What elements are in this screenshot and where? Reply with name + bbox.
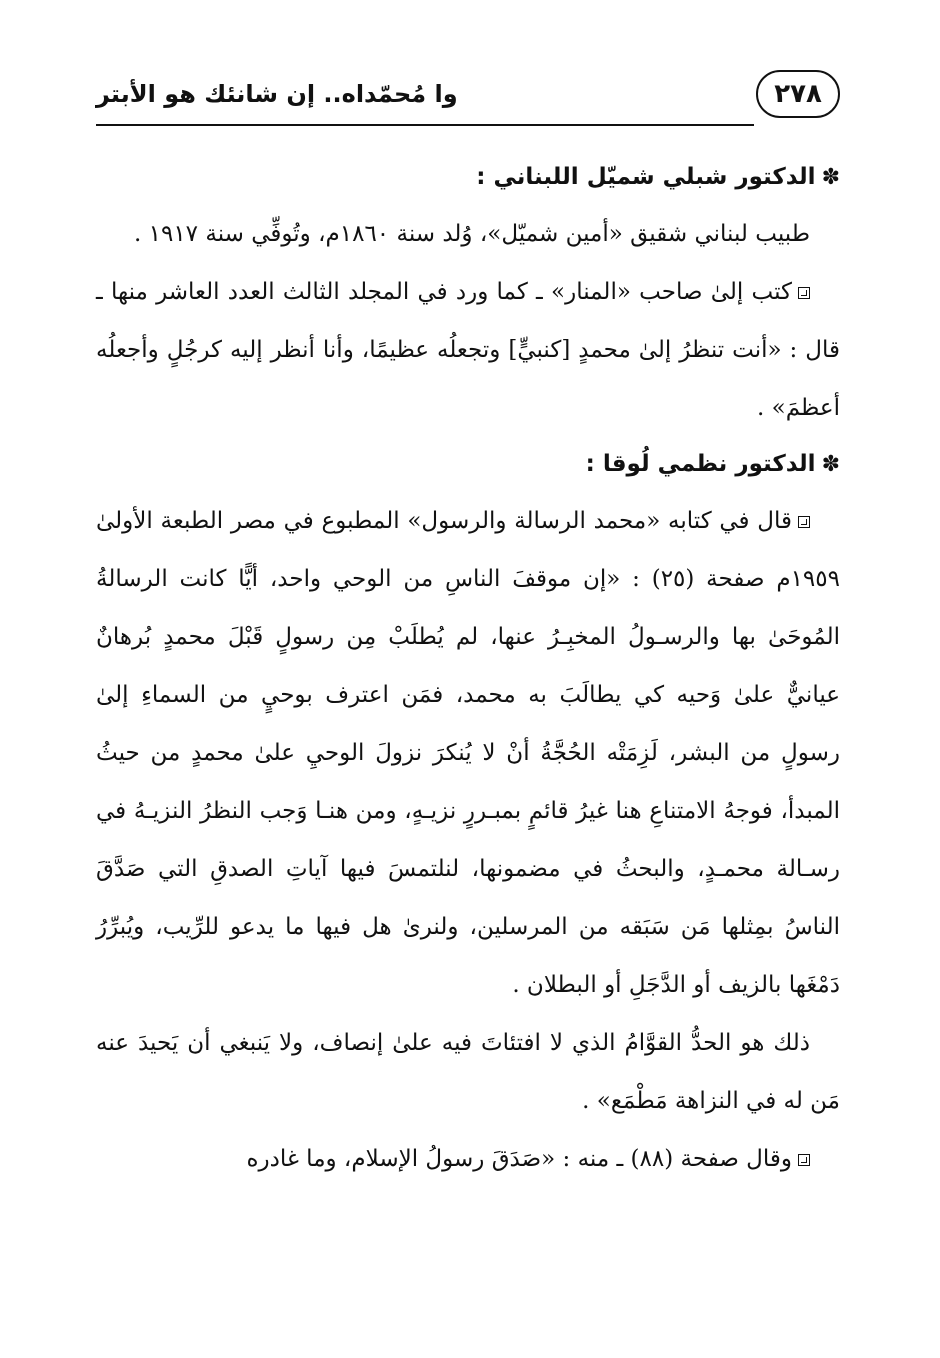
star-bullet-icon: ✽ <box>821 165 840 190</box>
page-number: ٢٧٨ <box>756 70 840 118</box>
paragraph-continuation: ذلك هو الحدُّ القوَّامُ الذي لا افتئاتَ فيه علىٰ إنصاف، ولا يَنبغي أن يَحيدَ عنه مَن له في النزاهة مَطْمَع» . <box>96 1030 840 1114</box>
heading-text: الدكتور نظمي لُوقا : <box>585 451 816 477</box>
paragraph-quote-shibli <box>96 263 840 437</box>
page-content <box>96 150 840 1188</box>
heading-text: الدكتور شبلي شميّل اللبناني : <box>476 164 816 190</box>
quote-text: وقال صفحة (٨٨) ـ منه : «صَدَقَ رسولُ الإسلام، وما غادره <box>246 1146 792 1172</box>
checkbox-marker-icon <box>798 1154 810 1166</box>
page-header <box>96 66 840 136</box>
checkbox-marker-icon <box>798 287 810 299</box>
quote-text: كتب إلىٰ صاحب «المنار» ـ كما ورد في المجلد الثالث العدد العاشر منها ـ قال : «أنت تنظرُ إلىٰ محمدٍ [كنبيٍّ] وتجعلُه عظيمًا، وأنا أنظر إليه كرجُلٍ وأجعلُه أعظمَ» . <box>96 279 840 421</box>
section-heading-shibli <box>96 150 840 205</box>
paragraph-bio: طبيب لبناني شقيق «أمين شميّل»، وُلد سنة ١٨٦٠م، وتُوفِّي سنة ١٩١٧ . <box>134 221 810 247</box>
star-bullet-icon: ✽ <box>821 452 840 477</box>
paragraph-quote-nazmi <box>96 492 840 1014</box>
header-rule <box>96 124 754 126</box>
paragraph-quote-page88 <box>96 1130 840 1188</box>
running-title: وا مُحمّداه.. إن شانئك هو الأبتر <box>96 80 458 108</box>
quote-text: قال في كتابه «محمد الرسالة والرسول» المطبوع في مصر الطبعة الأولىٰ ١٩٥٩م صفحة (٢٥) : «إن موقفَ الناسِ من الوحي واحد، أيًّا كانت الرسالةُ المُوحَىٰ بها والرسـولُ المخبِـرُ عنها، لم يُطلَبْ مِن رسولٍ قَبْلَ محمدٍ بُرهانٌ عيانيٌّ علىٰ وَحيه كي يطالَبَ به محمد، فمَن اعترف بوحيٍ من السماءِ إلىٰ رسولٍ من البشر، لَزِمَتْه الحُجَّةُ أنْ لا يُنكرَ نزولَ الوحيِ علىٰ محمدٍ من حيثُ المبدأ، فوجهُ الامتناعِ هنا غيرُ قائمٍ بمبـررٍ نزيـهٍ، ومن هنـا وَجب النظرُ النزيـهُ في رسـالة محمـدٍ، والبحثُ في مضمونها، لنلتمسَ فيها آياتِ الصدقِ التي صَدَّقَ الناسُ بمِثلها مَن سَبَقه من المرسلين، ولنرىٰ هل فيها ما يدعو للرِّيب، ويُبرِّرُ دَمْغَها بالزيف أو الدَّجَلِ أو البطلان . <box>96 508 840 998</box>
section-heading-nazmi <box>96 437 840 492</box>
checkbox-marker-icon <box>798 516 810 528</box>
